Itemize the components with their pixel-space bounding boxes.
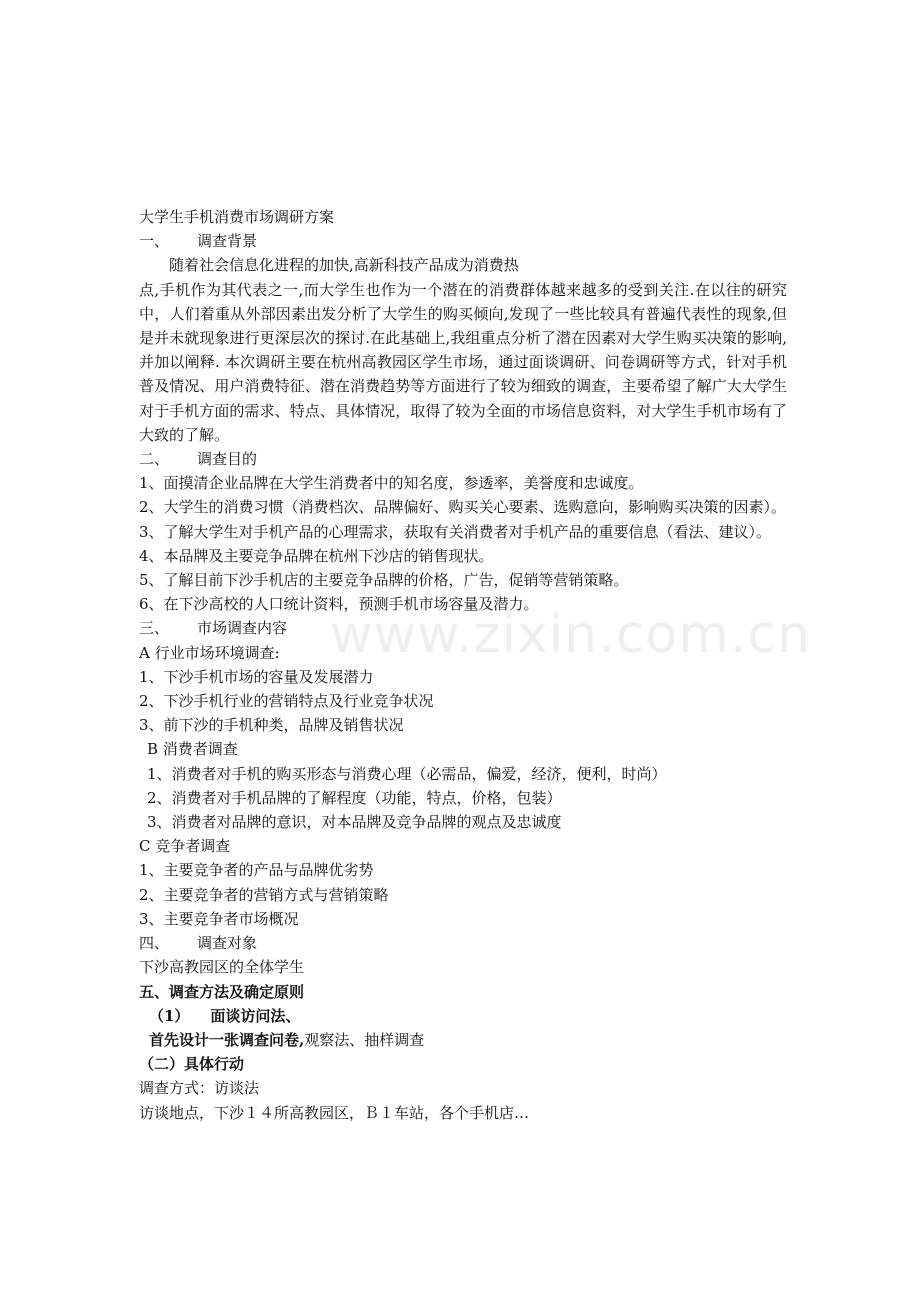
content-c-item-2: 2、主要竞争者的营销方式与营销策略 [139, 885, 389, 904]
survey-way: 调查方式：访谈法 [139, 1079, 260, 1098]
content-a-item-2: 2、下沙手机行业的营销特点及行业竞争状况 [139, 692, 434, 711]
section-heading-content [139, 616, 787, 640]
section-heading-method: 五、调查方法及确定原则 [139, 982, 305, 1001]
watermark: www.zixin.com.cn [330, 605, 811, 665]
content-b-title: B 消费者调查 [147, 740, 238, 759]
section-heading-background [139, 229, 787, 253]
content-a-item-1: 1、下沙手机市场的容量及发展潜力 [139, 667, 374, 686]
method-item-number: （1） [149, 1006, 190, 1025]
section-number: 三、 [139, 619, 170, 638]
section-number: 一、 [139, 232, 170, 251]
method-design-rest: 观察法、抽样调查 [304, 1030, 425, 1049]
document-title: 大学生手机消费市场调研方案 [139, 208, 335, 226]
method-design-bold: 首先设计一张调查问卷, [149, 1030, 305, 1049]
content-c-title: C 竞争者调查 [139, 837, 231, 856]
background-paragraph: 点,手机作为其代表之一,而大学生也作为一个潜在的消费群体越来越多的受到关注.在以往的研究中，人们着重从外部因素出发分析了大学生的购买倾向,发现了一些比较具有普遍代表性的现象,但是并未就现象进行更深层次的探讨.在此基础上,我组重点分析了潜在因素对大学生购买决策的影响,并加以阐释. 本次调研主要在杭州高教园区学生市场，通过面谈调研、问卷调研等方式，针对手机普及情况、用户消费特征、潜在消费趋势等方面进行了较为细致的调查，主要希望了解广大大学生对于手机方面的需求、特点、具体情况，取得了较为全面的市场信息资料，对大学生手机市场有了大致的了解。 [139, 280, 787, 444]
content-b-item-2: 2、消费者对手机品牌的了解程度（功能，特点，价格，包装） [147, 788, 562, 807]
content-a-title: A 行业市场环境调查: [139, 643, 280, 662]
content-c-item-1: 1、主要竞争者的产品与品牌优劣势 [139, 861, 374, 880]
content-a-item-3: 3、前下沙的手机种类，品牌及销售状况 [139, 716, 404, 735]
section-number: 四、 [139, 934, 170, 953]
method-item-text: 面谈访问法、 [210, 1006, 301, 1025]
section-title: 调查目的 [197, 450, 258, 469]
purpose-item-3: 3、了解大学生对手机产品的心理需求，获取有关消费者对手机产品的重要信息（看法、建议）。 [139, 522, 772, 541]
purpose-item-5: 5、了解目前下沙手机店的主要竞争品牌的价格，广告，促销等营销策略。 [139, 571, 629, 590]
section-heading-purpose [139, 447, 787, 471]
document-body [139, 205, 787, 1125]
method-item-1 [139, 1004, 787, 1028]
survey-place: 访谈地点，下沙１４所高教园区，Ｂ１车站，各个手机店… [139, 1103, 530, 1122]
action-heading: （二）具体行动 [139, 1055, 245, 1074]
section-title: 调查背景 [197, 232, 258, 251]
purpose-item-2: 2、大学生的消费习惯（消费档次、品牌偏好、购买关心要素、选购意向，影响购买决策的因素）。 [139, 498, 787, 517]
section-heading-target [139, 931, 787, 955]
purpose-item-6: 6、在下沙高校的人口统计资料，预测手机市场容量及潜力。 [139, 595, 539, 614]
background-first-line: 随着社会信息化进程的加快,高新科技产品成为消费热 [169, 256, 519, 275]
content-c-item-3: 3、主要竞争者市场概况 [139, 909, 299, 928]
content-b-item-3: 3、消费者对品牌的意识，对本品牌及竞争品牌的观点及忠诚度 [147, 813, 562, 832]
section-title: 市场调查内容 [197, 619, 288, 638]
purpose-item-4: 4、本品牌及主要竞争品牌在杭州下沙店的销售现状。 [139, 546, 494, 565]
purpose-item-1: 1、面摸清企业品牌在大学生消费者中的知名度，参透率，美誉度和忠诚度。 [139, 474, 644, 493]
method-design-line [139, 1028, 787, 1052]
section-number: 二、 [139, 450, 170, 469]
content-b-item-1: 1、消费者对手机的购买形态与消费心理（必需品，偏爱，经济，便利，时尚） [147, 764, 667, 783]
target-text: 下沙高教园区的全体学生 [139, 958, 305, 977]
section-title: 调查对象 [197, 934, 258, 953]
